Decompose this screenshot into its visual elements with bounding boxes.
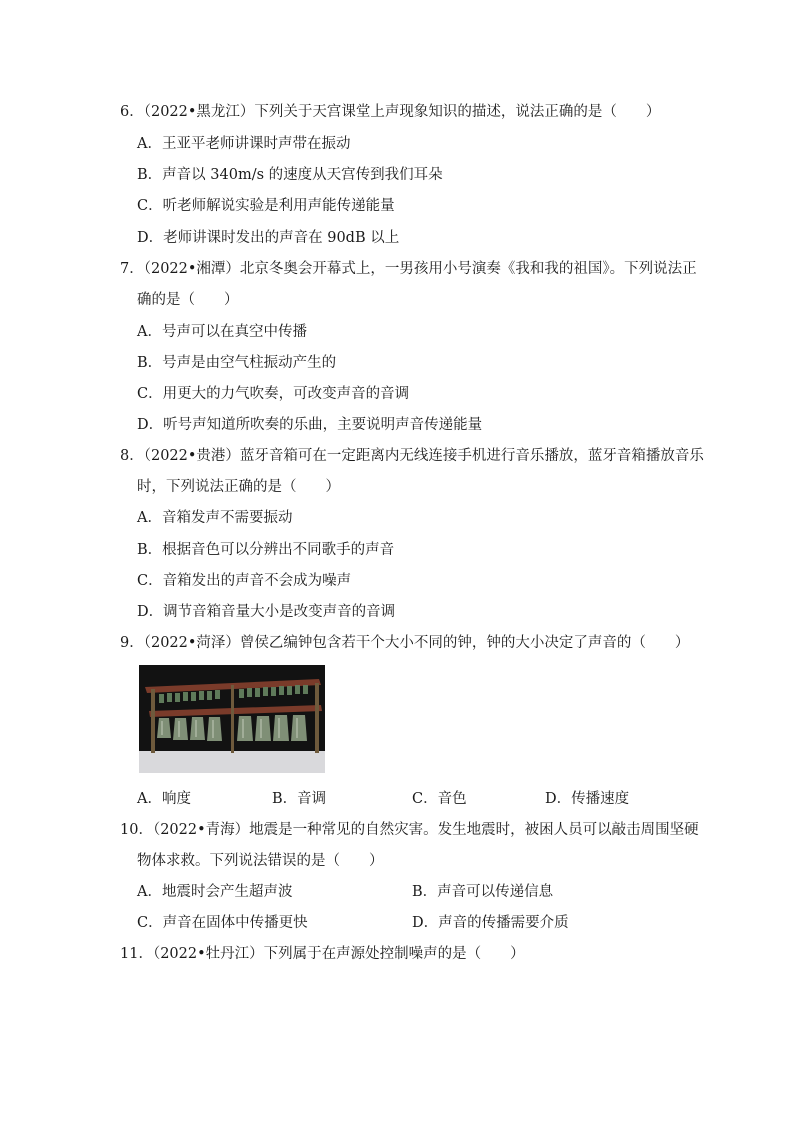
question-7-stem: 7．（2022•湘潭）北京冬奥会开幕式上，一男孩用小号演奏《我和我的祖国》。下列说法正 bbox=[120, 261, 697, 277]
question-8-option-c[interactable]: C．音箱发出的声音不会成为噪声 bbox=[137, 573, 352, 589]
bells-illustration bbox=[139, 665, 325, 773]
question-6-stem: 6．（2022•黑龙江）下列关于天宫课堂上声现象知识的描述，说法正确的是（ ） bbox=[120, 104, 661, 120]
question-8-option-b[interactable]: B．根据音色可以分辨出不同歌手的声音 bbox=[137, 542, 395, 558]
question-9-option-d[interactable]: D．传播速度 bbox=[545, 791, 630, 807]
question-9-stem: 9．（2022•菏泽）曾侯乙编钟包含若干个大小不同的钟，钟的大小决定了声音的（ ） bbox=[120, 635, 690, 651]
question-6-option-d[interactable]: D．老师讲课时发出的声音在 90dB 以上 bbox=[137, 230, 400, 246]
question-9-option-c[interactable]: C．音色 bbox=[412, 791, 467, 807]
question-9-option-b[interactable]: B．音调 bbox=[272, 791, 327, 807]
question-10-option-d[interactable]: D．声音的传播需要介质 bbox=[412, 915, 569, 931]
question-7-option-d[interactable]: D．听号声知道所吹奏的乐曲，主要说明声音传递能量 bbox=[137, 417, 483, 433]
question-7-option-b[interactable]: B．号声是由空气柱振动产生的 bbox=[137, 355, 337, 371]
question-9-option-a[interactable]: A．响度 bbox=[137, 791, 191, 807]
question-8-stem: 8．（2022•贵港）蓝牙音箱可在一定距离内无线连接手机进行音乐播放，蓝牙音箱播放音乐 bbox=[120, 448, 704, 464]
question-10-stem-cont: 物体求救。下列说法错误的是（ ） bbox=[137, 853, 384, 869]
question-6-option-b[interactable]: B．声音以 340m/s 的速度从天宫传到我们耳朵 bbox=[137, 167, 443, 183]
question-8-stem-cont: 时，下列说法正确的是（ ） bbox=[137, 479, 340, 495]
question-8-option-d[interactable]: D．调节音箱音量大小是改变声音的音调 bbox=[137, 604, 396, 620]
question-7-option-a[interactable]: A．号声可以在真空中传播 bbox=[137, 324, 307, 340]
question-10-option-b[interactable]: B．声音可以传递信息 bbox=[412, 884, 554, 900]
question-10-option-c[interactable]: C．声音在固体中传播更快 bbox=[137, 915, 308, 931]
question-8-option-a[interactable]: A．音箱发声不需要振动 bbox=[137, 510, 293, 526]
question-11-stem: 11．（2022•牡丹江）下列属于在声源处控制噪声的是（ ） bbox=[120, 946, 525, 962]
question-10-option-a[interactable]: A．地震时会产生超声波 bbox=[137, 884, 293, 900]
question-6-option-a[interactable]: A．王亚平老师讲课时声带在振动 bbox=[137, 136, 351, 152]
question-10-stem: 10．（2022•青海）地震是一种常见的自然灾害。发生地震时，被困人员可以敲击周围坚硬 bbox=[120, 822, 699, 838]
question-7-option-c[interactable]: C．用更大的力气吹奏，可改变声音的音调 bbox=[137, 386, 410, 402]
question-6-option-c[interactable]: C．听老师解说实验是利用声能传递能量 bbox=[137, 198, 395, 214]
bianzhong-bells-photo bbox=[139, 665, 325, 773]
question-7-stem-cont: 确的是（ ） bbox=[137, 292, 239, 308]
